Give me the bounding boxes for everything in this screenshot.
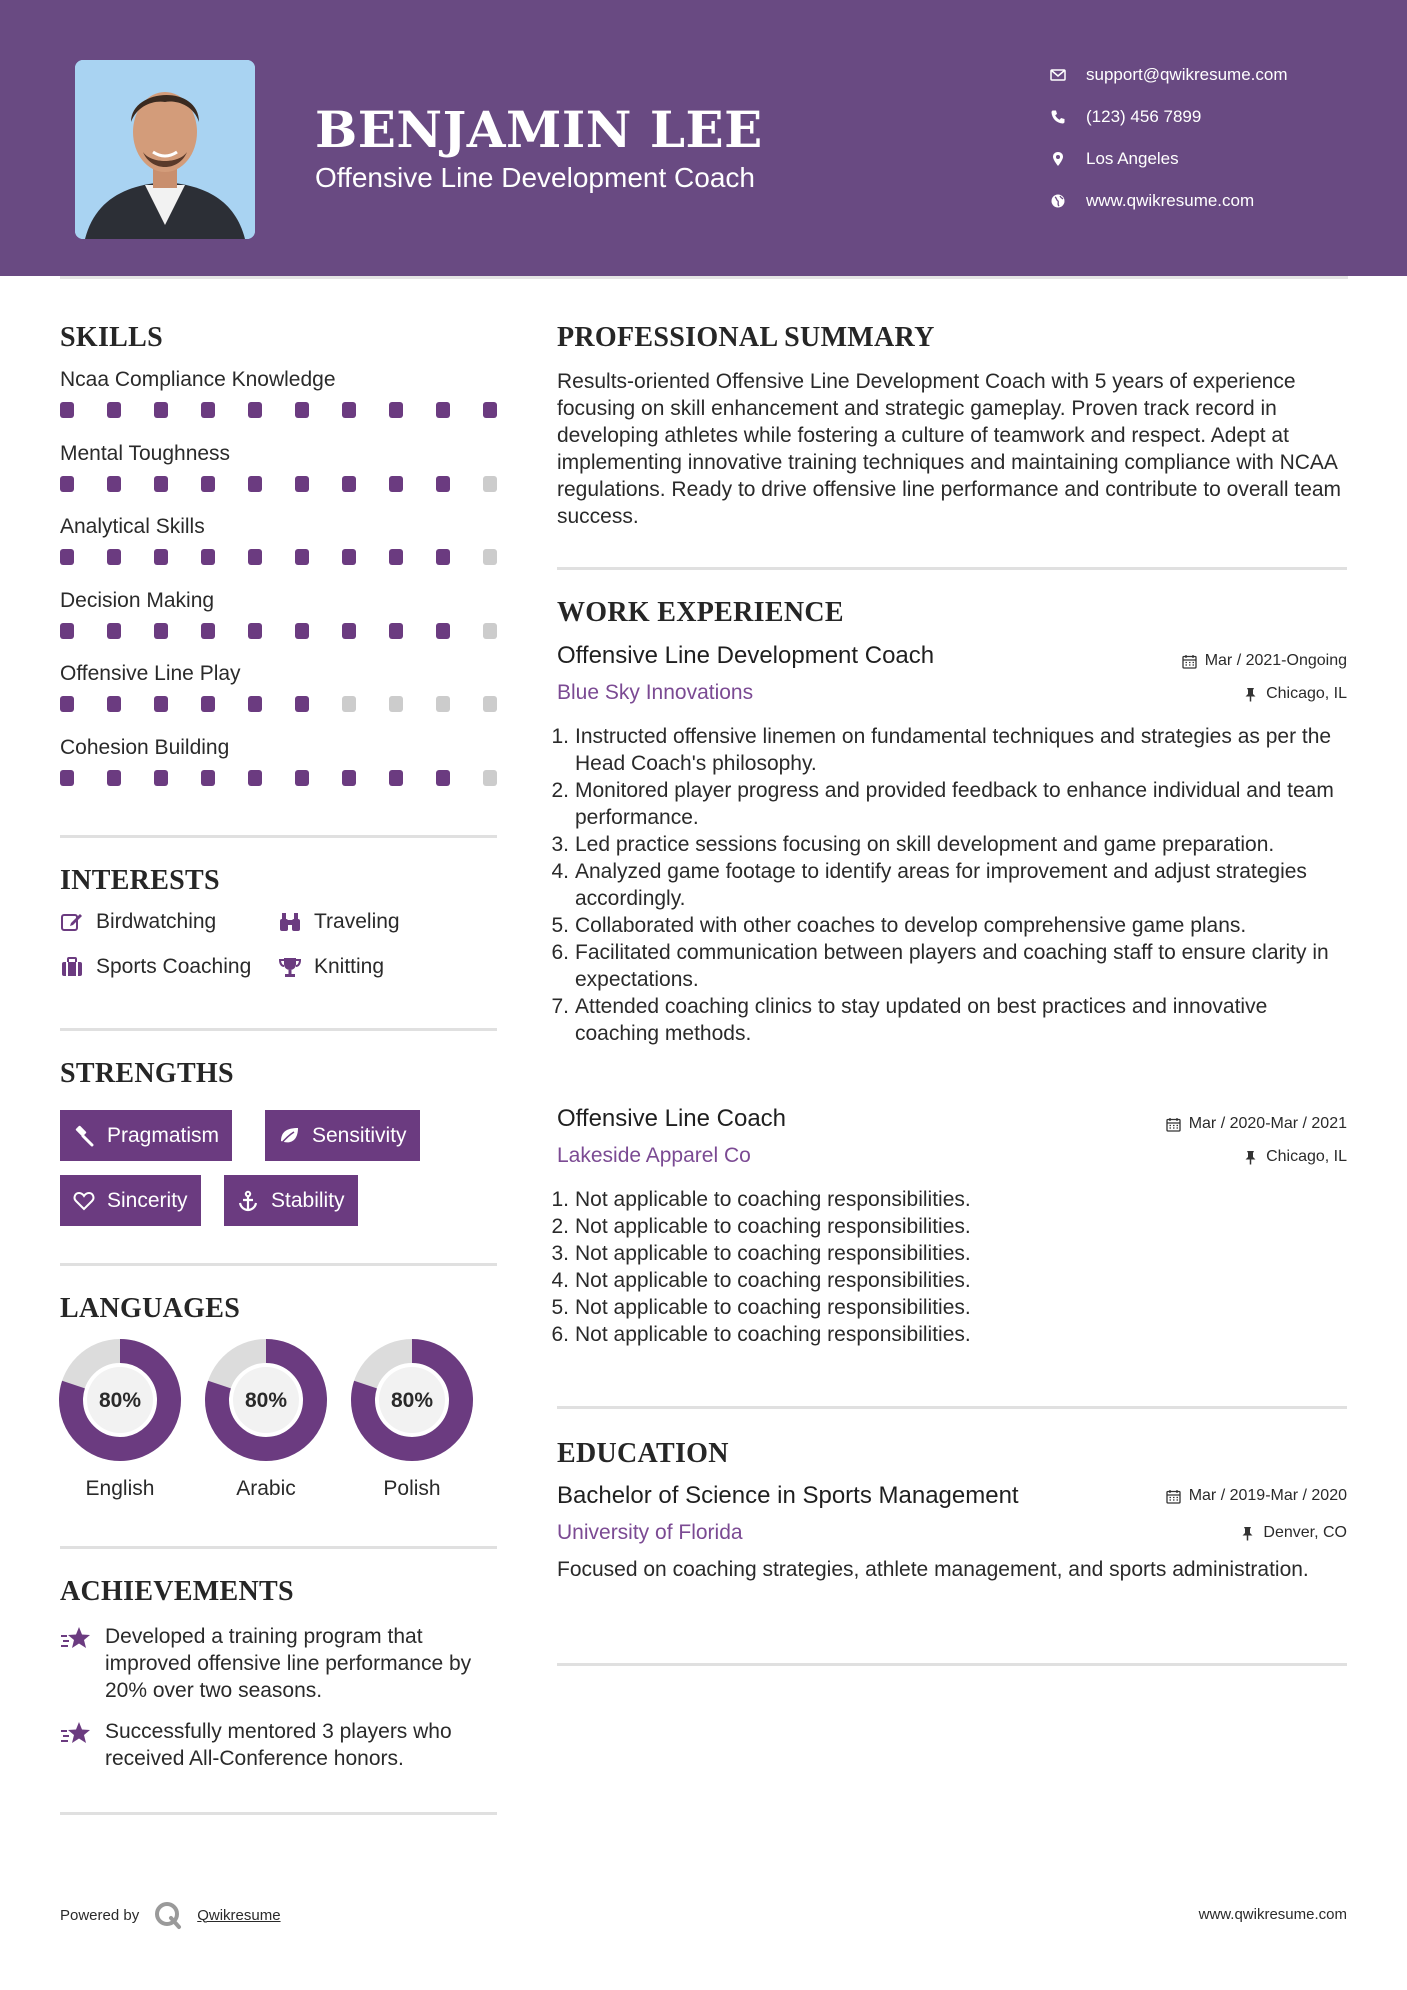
anchor-icon (237, 1190, 259, 1212)
rating-dot-filled (201, 549, 215, 565)
rating-dot-filled (389, 476, 403, 492)
rating-dot-filled (248, 476, 262, 492)
globe-icon (1050, 193, 1086, 209)
duty-item: 1. Instructed offensive linemen on fundamental techniques and strategies as per the Head Coach's philosophy. (557, 723, 1347, 777)
rating-dot-filled (295, 623, 309, 639)
duty-item: 6. Not applicable to coaching responsibilities. (557, 1321, 1347, 1348)
profile-photo-image (75, 60, 255, 239)
job-date (1166, 1115, 1347, 1133)
rating-dot-empty (483, 770, 497, 786)
skills-heading: SKILLS (60, 322, 163, 353)
calendar-icon (1166, 1489, 1181, 1504)
education-school: University of Florida (557, 1521, 743, 1544)
star-badge-icon (60, 1625, 92, 1653)
skill-rating (60, 770, 497, 786)
rating-dot-filled (295, 549, 309, 565)
rating-dot-filled (342, 770, 356, 786)
rating-dot-filled (154, 549, 168, 565)
rating-dot-filled (389, 402, 403, 418)
rating-dot-empty (483, 623, 497, 639)
rating-dot-filled (154, 696, 168, 712)
rating-dot-filled (107, 549, 121, 565)
education-degree: Bachelor of Science in Sports Management (557, 1482, 1019, 1509)
job-company: Lakeside Apparel Co (557, 1144, 751, 1167)
candidate-name: BENJAMIN LEE (315, 100, 763, 159)
rating-dot-filled (248, 696, 262, 712)
heart-icon (73, 1190, 95, 1212)
duty-text: Led practice sessions focusing on skill development and game preparation. (575, 833, 1275, 856)
rating-dot-filled (436, 476, 450, 492)
interest-item (278, 910, 400, 934)
language-name: Arabic (236, 1477, 296, 1500)
powered-by-label: Powered by (60, 1906, 140, 1924)
duty-text: Not applicable to coaching responsibilities. (575, 1188, 971, 1211)
education-divider (557, 1663, 1347, 1666)
job-role: Offensive Line Coach (557, 1105, 787, 1132)
achievements-heading: ACHIEVEMENTS (60, 1576, 294, 1607)
duty-item: 4. Not applicable to coaching responsibilities. (557, 1267, 1347, 1294)
contact-location-text: Los Angeles (1086, 149, 1179, 168)
skill-item (60, 736, 500, 786)
footer-powered-by (60, 1900, 281, 1930)
candidate-title: Offensive Line Development Coach (315, 162, 755, 193)
strength-label: Pragmatism (107, 1123, 220, 1147)
skill-name: Ncaa Compliance Knowledge (60, 368, 336, 391)
language-name: Polish (383, 1477, 441, 1500)
duty-item: 5. Not applicable to coaching responsibilities. (557, 1294, 1347, 1321)
skill-rating (60, 402, 497, 418)
rating-dot-filled (248, 623, 262, 639)
duty-text: Not applicable to coaching responsibilities. (575, 1215, 971, 1238)
skill-item (60, 368, 500, 418)
interest-label: Knitting (314, 955, 385, 978)
strength-label: Stability (271, 1188, 345, 1212)
job-duties (551, 723, 1347, 1047)
rating-dot-filled (389, 623, 403, 639)
rating-dot-filled (107, 402, 121, 418)
strength-label: Sensitivity (312, 1123, 407, 1147)
languages-divider (60, 1546, 497, 1549)
rating-dot-filled (60, 623, 74, 639)
interest-item (278, 955, 384, 979)
duty-item: 5. Collaborated with other coaches to develop comprehensive game plans. (557, 912, 1347, 939)
brand-link[interactable]: Qwikresume (197, 1906, 281, 1924)
rating-dot-filled (154, 476, 168, 492)
job-date-text: Mar / 2021-Ongoing (1204, 652, 1347, 669)
skill-rating (60, 476, 497, 492)
trophy-icon (278, 955, 302, 979)
contact-list (1050, 54, 1288, 222)
envelope-icon (1050, 67, 1086, 83)
skill-item (60, 662, 500, 712)
job-date (1182, 652, 1347, 670)
achievement-item (60, 1623, 500, 1704)
rating-dot-empty (436, 696, 450, 712)
rating-dot-filled (389, 770, 403, 786)
rating-dot-empty (389, 696, 403, 712)
skill-name: Cohesion Building (60, 735, 230, 759)
rating-dot-filled (60, 549, 74, 565)
duty-text: Instructed offensive linemen on fundamental techniques and strategies as per the Head Coach's philosophy. (575, 725, 1332, 775)
rating-dot-filled (295, 770, 309, 786)
language-item (350, 1338, 474, 1501)
language-ring (58, 1338, 182, 1462)
rating-dot-filled (248, 549, 262, 565)
rating-dot-filled (342, 549, 356, 565)
rating-dot-filled (201, 476, 215, 492)
rating-dot-filled (201, 623, 215, 639)
rating-dot-filled (201, 696, 215, 712)
achievement-item (60, 1718, 500, 1772)
duty-text: Not applicable to coaching responsibilities. (575, 1323, 971, 1346)
skill-rating (60, 696, 497, 712)
qwikresume-logo-icon (153, 1900, 183, 1930)
duty-item: 6. Facilitated communication between players and coaching staff to ensure clarity in expectations. (557, 939, 1347, 993)
rating-dot-filled (483, 402, 497, 418)
interest-label: Sports Coaching (96, 955, 252, 978)
experience-divider (557, 1406, 1347, 1409)
rating-dot-filled (389, 549, 403, 565)
skill-name: Analytical Skills (60, 515, 205, 538)
job-date-text: Mar / 2020-Mar / 2021 (1188, 1115, 1347, 1132)
rating-dot-filled (107, 476, 121, 492)
language-percent: 80% (244, 1389, 288, 1412)
experience-heading: WORK EXPERIENCE (557, 597, 844, 628)
duty-text: Collaborated with other coaches to develop comprehensive game plans. (575, 914, 1247, 937)
rating-dot-filled (60, 696, 74, 712)
rating-dot-filled (248, 770, 262, 786)
rating-dot-filled (60, 770, 74, 786)
education-location (1240, 1524, 1347, 1542)
leaf-icon (278, 1125, 300, 1147)
strength-tag (224, 1175, 358, 1226)
briefcase-icon (60, 955, 84, 979)
duty-item: 1. Not applicable to coaching responsibilities. (557, 1186, 1347, 1213)
rating-dot-filled (154, 402, 168, 418)
calendar-icon (1166, 1117, 1181, 1132)
duty-item: 3. Led practice sessions focusing on skill development and game preparation. (557, 831, 1347, 858)
rating-dot-filled (107, 623, 121, 639)
rating-dot-filled (295, 402, 309, 418)
skill-item (60, 515, 500, 565)
rating-dot-filled (342, 402, 356, 418)
pushpin-icon (1243, 687, 1258, 702)
duty-item: 7. Attended coaching clinics to stay updated on best practices and innovative coaching methods. (557, 993, 1347, 1047)
pushpin-icon (1243, 1150, 1258, 1165)
calendar-icon (1182, 654, 1197, 669)
skill-rating (60, 623, 497, 639)
duty-text: Analyzed game footage to identify areas for improvement and adjust strategies accordingly. (575, 860, 1307, 910)
rating-dot-empty (483, 476, 497, 492)
summary-divider (557, 567, 1347, 570)
rating-dot-filled (342, 623, 356, 639)
phone-icon (1050, 109, 1086, 125)
rating-dot-empty (483, 696, 497, 712)
skill-name: Offensive Line Play (60, 662, 241, 685)
binoculars-icon (278, 910, 302, 934)
achievement-text: Successfully mentored 3 players who received All-Conference honors. (105, 1720, 452, 1770)
rating-dot-filled (295, 696, 309, 712)
duty-item: 3. Not applicable to coaching responsibilities. (557, 1240, 1347, 1267)
job-location-text: Chicago, IL (1266, 1148, 1347, 1165)
rating-dot-filled (248, 402, 262, 418)
contact-phone[interactable] (1050, 96, 1288, 138)
job-location (1243, 1148, 1347, 1166)
strengths-heading: STRENGTHS (60, 1058, 234, 1089)
achievement-text: Developed a training program that improved offensive line performance by 20% over two seasons. (105, 1625, 472, 1702)
strength-label: Sincerity (107, 1188, 188, 1212)
contact-email-text: support@qwikresume.com (1086, 65, 1288, 84)
language-ring (204, 1338, 328, 1462)
star-badge-icon (60, 1720, 92, 1748)
education-description: Focused on coaching strategies, athlete management, and sports administration. (557, 1558, 1309, 1581)
duty-text: Attended coaching clinics to stay updated on best practices and innovative coaching methods. (575, 995, 1268, 1045)
edit-icon (60, 910, 84, 934)
language-name: English (85, 1477, 155, 1500)
rating-dot-filled (154, 770, 168, 786)
education-heading: EDUCATION (557, 1438, 729, 1469)
contact-website[interactable] (1050, 180, 1288, 222)
job-role: Offensive Line Development Coach (557, 642, 935, 669)
interest-label: Traveling (314, 910, 400, 933)
summary-heading: PROFESSIONAL SUMMARY (557, 322, 935, 353)
rating-dot-filled (436, 402, 450, 418)
job-location-text: Chicago, IL (1266, 685, 1347, 702)
interest-label: Birdwatching (96, 910, 217, 933)
resume-header (0, 0, 1407, 276)
rating-dot-filled (342, 476, 356, 492)
duty-text: Not applicable to coaching responsibilities. (575, 1242, 971, 1265)
rating-dot-filled (436, 623, 450, 639)
skill-rating (60, 549, 497, 565)
language-ring (350, 1338, 474, 1462)
rating-dot-filled (60, 402, 74, 418)
education-date-text: Mar / 2019-Mar / 2020 (1188, 1487, 1347, 1504)
interest-item (60, 955, 251, 979)
map-pin-icon (1050, 151, 1086, 167)
rating-dot-filled (107, 770, 121, 786)
interest-item (60, 910, 216, 934)
job-location (1243, 685, 1347, 703)
education-location-text: Denver, CO (1263, 1524, 1347, 1541)
gavel-icon (73, 1125, 95, 1147)
job-company: Blue Sky Innovations (557, 681, 754, 704)
language-percent: 80% (98, 1389, 142, 1412)
duty-text: Not applicable to coaching responsibilities. (575, 1269, 971, 1292)
rating-dot-filled (60, 476, 74, 492)
skill-item (60, 589, 500, 639)
skills-divider (60, 835, 497, 838)
rating-dot-filled (154, 623, 168, 639)
achievements-divider (60, 1812, 497, 1815)
strength-tag (265, 1110, 420, 1161)
skill-item (60, 442, 500, 492)
language-item (58, 1338, 182, 1501)
rating-dot-filled (436, 549, 450, 565)
rating-dot-filled (295, 476, 309, 492)
language-percent: 80% (390, 1389, 434, 1412)
skill-name: Decision Making (60, 588, 215, 612)
duty-item: 2. Monitored player progress and provided feedback to enhance individual and team performance. (557, 777, 1347, 831)
summary-text: Results-oriented Offensive Line Development Coach with 5 years of experience focusing on skill enhancement and strategic gameplay. Proven track record in developing athletes while fostering a culture of teamwork and respect. Adept at implementing innovative training techniques and maintaining compliance with NCAA regulations. Ready to drive offensive line performance and contribute to overall team success. (557, 370, 1342, 528)
footer-website[interactable]: www.qwikresume.com (1198, 1906, 1347, 1923)
languages-heading: LANGUAGES (60, 1293, 241, 1324)
interests-divider (60, 1028, 497, 1031)
strengths-divider (60, 1263, 497, 1266)
skill-name: Mental Toughness (60, 441, 231, 465)
duty-text: Monitored player progress and provided feedback to enhance individual and team performance. (575, 779, 1334, 829)
education-date (1166, 1487, 1347, 1505)
duty-text: Not applicable to coaching responsibilities. (575, 1296, 971, 1319)
rating-dot-filled (107, 696, 121, 712)
profile-photo (75, 60, 255, 239)
rating-dot-filled (201, 402, 215, 418)
strength-tag (60, 1175, 201, 1226)
header-divider (60, 276, 1348, 279)
contact-phone-text: (123) 456 7899 (1086, 107, 1202, 126)
contact-website-text: www.qwikresume.com (1086, 191, 1255, 210)
contact-location (1050, 138, 1288, 180)
duty-text: Facilitated communication between players and coaching staff to ensure clarity in expectations. (575, 941, 1329, 991)
interests-heading: INTERESTS (60, 865, 220, 896)
rating-dot-empty (342, 696, 356, 712)
rating-dot-filled (201, 770, 215, 786)
rating-dot-empty (483, 549, 497, 565)
rating-dot-filled (436, 770, 450, 786)
strength-tag (60, 1110, 232, 1161)
pushpin-icon (1240, 1526, 1255, 1541)
job-duties (551, 1186, 1347, 1348)
duty-item: 2. Not applicable to coaching responsibilities. (557, 1213, 1347, 1240)
contact-email[interactable] (1050, 54, 1288, 96)
duty-item: 4. Analyzed game footage to identify areas for improvement and adjust strategies accordingly. (557, 858, 1347, 912)
language-item (204, 1338, 328, 1501)
